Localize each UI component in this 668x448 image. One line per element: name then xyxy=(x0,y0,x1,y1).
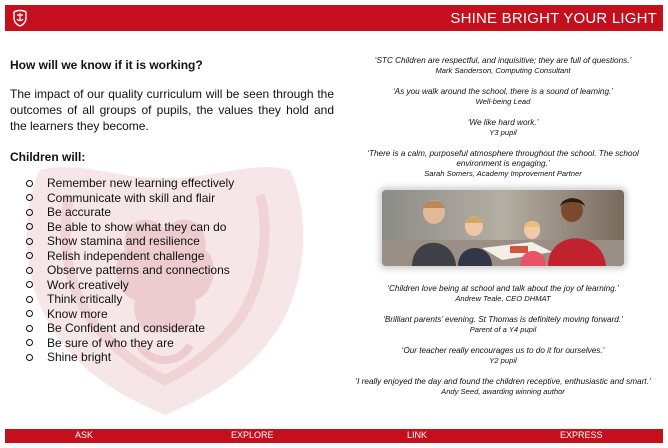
bullet-icon xyxy=(26,194,33,201)
quote xyxy=(344,87,662,107)
footer-bar xyxy=(5,429,663,443)
bullet-icon xyxy=(26,238,33,245)
outcomes-list xyxy=(10,176,334,365)
tagline: SHINE BRIGHT YOUR LIGHT xyxy=(450,9,657,27)
list-item: Shine bright xyxy=(10,350,334,365)
quote-text: ‘As you walk around the school, there is a sound of learning.’ xyxy=(392,87,614,96)
quote-author: Y3 pupil xyxy=(489,128,517,137)
list-item: Communicate with skill and flair xyxy=(10,191,334,206)
bullet-icon xyxy=(26,252,33,259)
list-item: Be Confident and considerate xyxy=(10,321,334,336)
quote-text: ‘We like hard work.’ xyxy=(467,118,539,127)
quote xyxy=(344,284,662,304)
school-crest-icon[interactable] xyxy=(9,7,31,29)
quote-text: ‘Our teacher really encourages us to do it for ourselves.’ xyxy=(401,346,605,355)
list-item: Know more xyxy=(10,307,334,322)
bullet-icon xyxy=(26,339,33,346)
quote-author: Sarah Somers, Academy Improvement Partner xyxy=(424,169,582,178)
children-will-heading: Children will: xyxy=(10,150,86,164)
list-item: Show stamina and resilience xyxy=(10,234,334,249)
quote-text: ‘Brilliant parents’ evening. St Thomas is definitely moving forward.’ xyxy=(383,315,623,324)
header-bar xyxy=(5,5,663,31)
section-heading: How will we know if it is working? xyxy=(10,58,203,72)
quote-author: Y2 pupil xyxy=(489,356,517,365)
quote-text: ‘Children love being at school and talk about the joy of learning.’ xyxy=(387,284,619,293)
bullet-icon xyxy=(26,223,33,230)
quote xyxy=(344,149,662,179)
list-item: Think critically xyxy=(10,292,334,307)
quote xyxy=(344,118,662,138)
footer-item-express: EXPRESS xyxy=(560,430,603,440)
impact-paragraph: The impact of our quality curriculum will be seen through the outcomes of all groups of pupils, the values they hold and the learners they become. xyxy=(10,87,334,133)
bullet-icon xyxy=(26,325,33,332)
quote xyxy=(344,315,662,335)
list-item: Observe patterns and connections xyxy=(10,263,334,278)
list-item: Be accurate xyxy=(10,205,334,220)
quote-author: Well-being Lead xyxy=(475,97,531,106)
quote-text: ‘I really enjoyed the day and found the children receptive, enthusiastic and smart.’ xyxy=(355,377,651,386)
quote xyxy=(344,346,662,366)
list-item: Relish independent challenge xyxy=(10,249,334,264)
footer-item-explore: EXPLORE xyxy=(231,430,274,440)
quote-author: Andrew Teale, CEO DHMAT xyxy=(455,294,551,303)
bullet-icon xyxy=(26,209,33,216)
list-item: Work creatively xyxy=(10,278,334,293)
quote-text: ‘STC Children are respectful, and inquisitive; they are full of questions.’ xyxy=(374,56,632,65)
list-item: Remember new learning effectively xyxy=(10,176,334,191)
footer-item-link: LINK xyxy=(407,430,428,440)
quote xyxy=(344,56,662,76)
quote-text: ‘There is a calm, purposeful atmosphere throughout the school. The school environment is engaging.’ xyxy=(367,149,639,168)
footer-item-ask: ASK xyxy=(75,430,94,440)
list-item: Be able to show what they can do xyxy=(10,220,334,235)
bullet-icon xyxy=(26,281,33,288)
quote xyxy=(344,377,662,397)
list-item: Be sure of who they are xyxy=(10,336,334,351)
quote-author: Mark Sanderson, Computing Consultant xyxy=(435,66,571,75)
bullet-icon xyxy=(26,180,33,187)
bullet-icon xyxy=(26,267,33,274)
bullet-icon xyxy=(26,296,33,303)
bullet-icon xyxy=(26,310,33,317)
bullet-icon xyxy=(26,354,33,361)
classroom-photo xyxy=(382,190,624,266)
impact-section xyxy=(10,58,334,365)
testimonials xyxy=(344,56,662,408)
quote-author: Parent of a Y4 pupil xyxy=(469,325,537,334)
quote-author: Andy Seed, awarding winning author xyxy=(441,387,565,396)
